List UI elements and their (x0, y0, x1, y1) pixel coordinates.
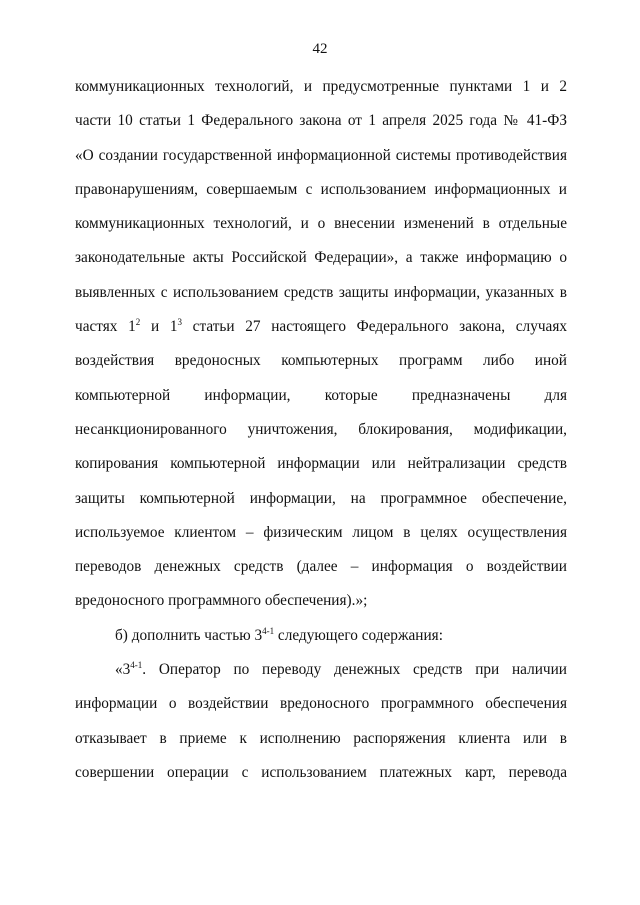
text-line: защиты компьютерной информации, на программное обеспечение, (75, 489, 567, 507)
text-line-new-clause (75, 653, 567, 687)
page-number: 42 (312, 41, 328, 57)
superscript: 4-1 (130, 660, 143, 671)
body-text (75, 70, 567, 790)
text-line: правонарушениям, совершаемым с использованием информационных и (75, 180, 567, 198)
text-line: используемое клиентом – физическим лицом в целях осуществления (75, 523, 567, 541)
text-fragment: . Оператор по переводу денежных средств при наличии (142, 661, 567, 679)
text-line: совершении операции с использованием платежных карт, перевода (75, 763, 567, 781)
superscript: 4-1 (262, 625, 275, 636)
text-fragment: «3 (115, 661, 131, 679)
text-fragment: следующего содержания: (274, 626, 443, 644)
superscript: 3 (177, 317, 182, 328)
text-line: «О создании государственной информационной системы противодействия (75, 146, 567, 164)
text-line: компьютерной информации, которые предназначены для (75, 386, 567, 404)
text-line: коммуникационных технологий, и о внесении изменений в отдельные (75, 215, 567, 233)
text-line-paragraph-end: вредоносного программного обеспечения).»; (75, 592, 368, 610)
text-line: копирования компьютерной информации или нейтрализации средств (75, 455, 567, 473)
text-fragment: и 1 (140, 318, 178, 336)
text-line: законодательные акты Российской Федерации», а также информацию о (75, 249, 567, 267)
superscript: 2 (135, 317, 141, 328)
text-line-with-superscripts (75, 310, 567, 344)
text-line-subitem (75, 619, 567, 653)
text-line: переводов денежных средств (далее – информация о воздействии (75, 558, 567, 576)
text-line: воздействия вредоносных компьютерных программ либо иной (75, 352, 567, 370)
text-line: части 10 статьи 1 Федерального закона от 1 апреля 2025 года № 41-ФЗ (75, 112, 567, 130)
text-fragment: б) дополнить частью 3 (115, 626, 263, 644)
text-line: отказывает в приеме к исполнению распоряжения клиента или в (75, 729, 567, 747)
text-line: информации о воздействии вредоносного программного обеспечения (75, 695, 567, 713)
text-line: несанкционированного уничтожения, блокирования, модификации, (75, 420, 567, 438)
text-fragment: частях 1 (75, 318, 136, 336)
text-line: коммуникационных технологий, и предусмотренные пунктами 1 и 2 (75, 78, 567, 95)
text-line: выявленных с использованием средств защиты информации, указанных в (75, 283, 567, 301)
text-fragment: статьи 27 настоящего Федерального закона, случаях (181, 318, 568, 336)
